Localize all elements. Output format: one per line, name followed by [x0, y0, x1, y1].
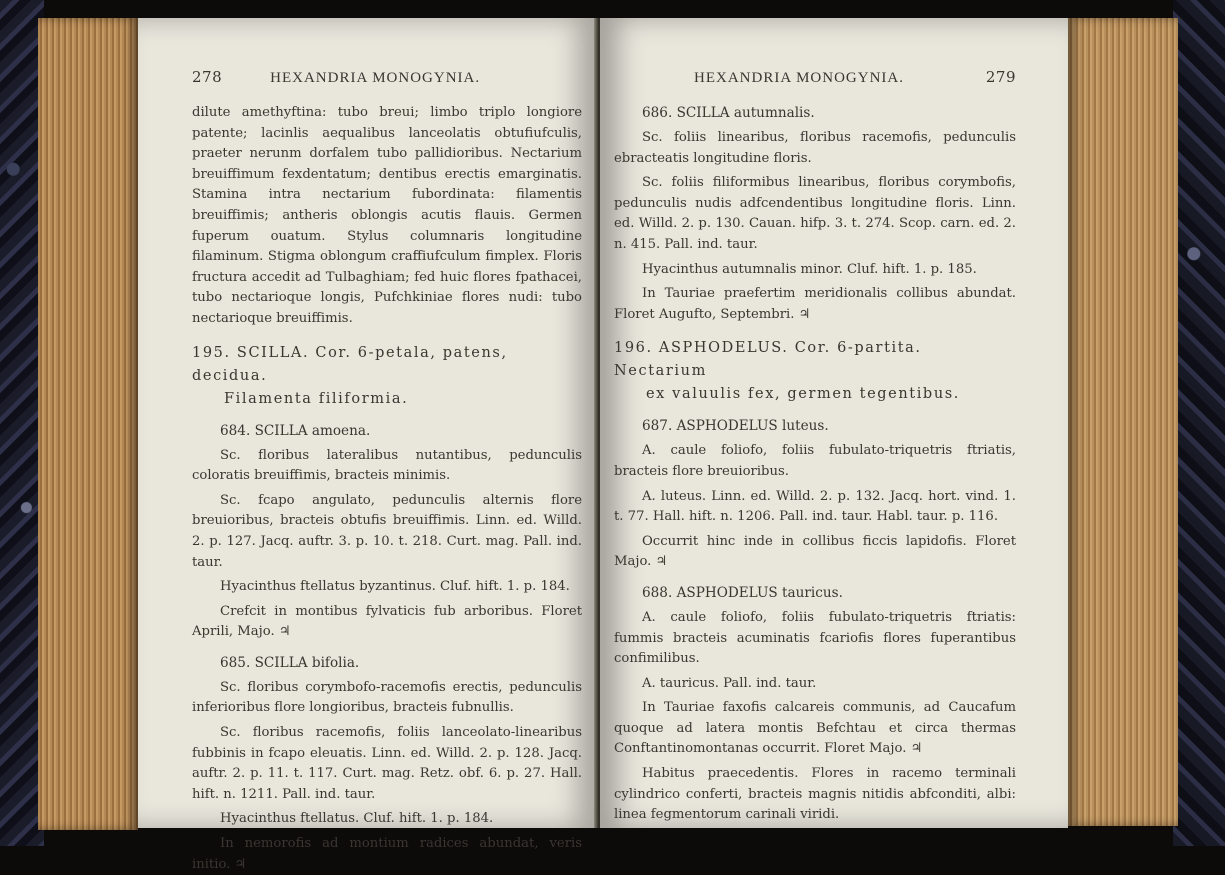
page-number-right: 279 [985, 68, 1016, 86]
running-head-left [192, 68, 582, 87]
species-entry-687 [614, 416, 1016, 573]
species-entry-686 [614, 103, 1016, 325]
species-paragraph: Occurrit hinc inde in collibus ficcis lapidofis. Floret Majo. ♃ [614, 533, 1016, 570]
species-paragraph: A. caule foliofo, foliis fubulato-triquetris ftriatis: fummis bracteis acuminatis fcariofis flores fuperantibus confimilibus. [614, 609, 1016, 667]
species-entry-688 [614, 583, 1016, 826]
genus-number: 196. [614, 340, 653, 357]
species-paragraph: Sc. floribus lateralibus nutantibus, pedunculis coloratis breuiffimis, bracteis minimis. [192, 447, 582, 484]
running-head-right [614, 68, 1016, 87]
species-entry-684 [192, 421, 582, 643]
page-edges-right [1068, 18, 1178, 826]
genus-number: 195. [192, 344, 231, 361]
page-edges-left [38, 18, 138, 830]
species-paragraph: A. luteus. Linn. ed. Willd. 2. p. 132. Jacq. hort. vind. 1. t. 77. Hall. hift. n. 1206. Pall. ind. taur. Habl. taur. p. 116. [614, 488, 1016, 525]
right-page [600, 18, 1068, 828]
species-paragraph: In Tauriae faxofis calcareis communis, ad Caucafum quoque ad latera montis Befchtau et circa thermas Conftantinomontanas occurrit. Floret Majo. ♃ [614, 700, 1016, 757]
species-heading: 684. SCILLA amoena. [220, 422, 371, 439]
genus-line2: Filamenta filiformia. [224, 390, 409, 407]
genus-heading-scilla [192, 342, 582, 411]
species-paragraph: In nemorofis ad montium radices abundat, veris initio. ♃ [192, 836, 582, 872]
running-head-title-right: HEXANDRIA MONOGYNIA. [694, 70, 904, 86]
species-paragraph: Sc. floribus corymbofo-racemofis erectis, pedunculis inferioribus flore longioribus, bracteis fubnullis. [192, 679, 582, 716]
species-paragraph: Hyacinthus ftellatus byzantinus. Cluf. hift. 1. p. 184. [220, 579, 570, 595]
running-head-title-left: HEXANDRIA MONOGYNIA. [270, 70, 481, 86]
species-paragraph: Sc. floribus racemofis, foliis lanceolato-linearibus fubbinis in fcapo eleuatis. Linn. ed. Willd. 2. p. 128. Jacq. auftr. 2. p. 11. t. 117. Curt. mag. Retz. obf. 6. p. 27. Hall. hift. n. 1211. Pall. ind. taur. [192, 725, 582, 802]
species-paragraph: Sc. foliis filiformibus linearibus, floribus corymbofis, pedunculis nudis adfcendentibus longitudine floris. Linn. ed. Willd. 2. p. 130. Cauan. hifp. 3. t. 274. Scop. carn. ed. 2. n. 415. Pall. ind. taur. [614, 175, 1016, 252]
species-heading: 686. SCILLA autumnalis. [642, 105, 815, 121]
species-entry-685 [192, 653, 582, 875]
species-paragraph: Sc. foliis linearibus, floribus racemofis, pedunculis ebracteatis longitudine floris. [614, 130, 1016, 166]
continuation-text: dilute amethyftina: tubo breui; limbo triplo longiore patente; lacinlis aequalibus lanceolatis obtufiufculis, praeter nerunm dorfalem tubo pallidioribus. Nectarium breuiffimum fexdentatum; dentibus erectis emarginatis. Stamina intra nectarium fubordinata: filamentis breuiffimis; antheris oblongis acutis flauis. Germen fuperum ouatum. Stylus columnaris longitudine filaminum. Stigma oblongum craffiufculum fimplex. Floris fructura accedit ad Tulbaghiam; fed huic flores fpathacei, tubo nectarioque longis, Pufchkiniae flores nudi: tubo nectarioque breuiffimis. [192, 105, 582, 326]
genus-line1: SCILLA. Cor. 6-petala, patens, decidua. [192, 344, 508, 384]
marbled-endpaper-right [1173, 0, 1225, 846]
species-paragraph: Sc. fcapo angulato, pedunculis alternis flore breuioribus, bracteis obtufis breuiffimis. Linn. ed. Willd. 2. p. 127. Jacq. auftr. 3. p. 10. t. 218. Curt. mag. Pall. ind. taur. [192, 492, 582, 570]
species-paragraph: Hyacinthus ftellatus. Cluf. hift. 1. p. 184. [220, 811, 494, 827]
species-paragraph: Crefcit in montibus fylvaticis fub arboribus. Floret Aprili, Majo. ♃ [192, 603, 582, 640]
species-paragraph: Habitus praecedentis. Flores in racemo terminali cylindrico conferti, bracteis magnis nitidis abfconditi, albi: linea fegmentorum carinali viridi. [614, 766, 1016, 823]
species-heading: 687. ASPHODELUS luteus. [642, 418, 829, 435]
left-page [138, 18, 596, 872]
species-heading: 688. ASPHODELUS tauricus. [642, 584, 843, 601]
genus-heading-asphodelus [614, 337, 1016, 406]
species-paragraph: In Tauriae praefertim meridionalis collibus abundat. Floret Augufto, Septembri. ♃ [614, 286, 1016, 322]
species-paragraph: A. tauricus. Pall. ind. taur. [642, 675, 817, 691]
species-paragraph: A. caule foliofo, foliis fubulato-triquetris ftriatis, bracteis flore breuioribus. [614, 443, 1016, 479]
genus-line1: ASPHODELUS. Cor. 6-partita. Nectarium [614, 340, 922, 380]
species-paragraph: Hyacinthus autumnalis minor. Cluf. hift. 1. p. 185. [642, 261, 977, 277]
genus-line2: ex valuulis fex, germen tegentibus. [646, 386, 961, 403]
species-heading: 685. SCILLA bifolia. [220, 654, 360, 671]
page-number-left: 278 [192, 68, 223, 86]
